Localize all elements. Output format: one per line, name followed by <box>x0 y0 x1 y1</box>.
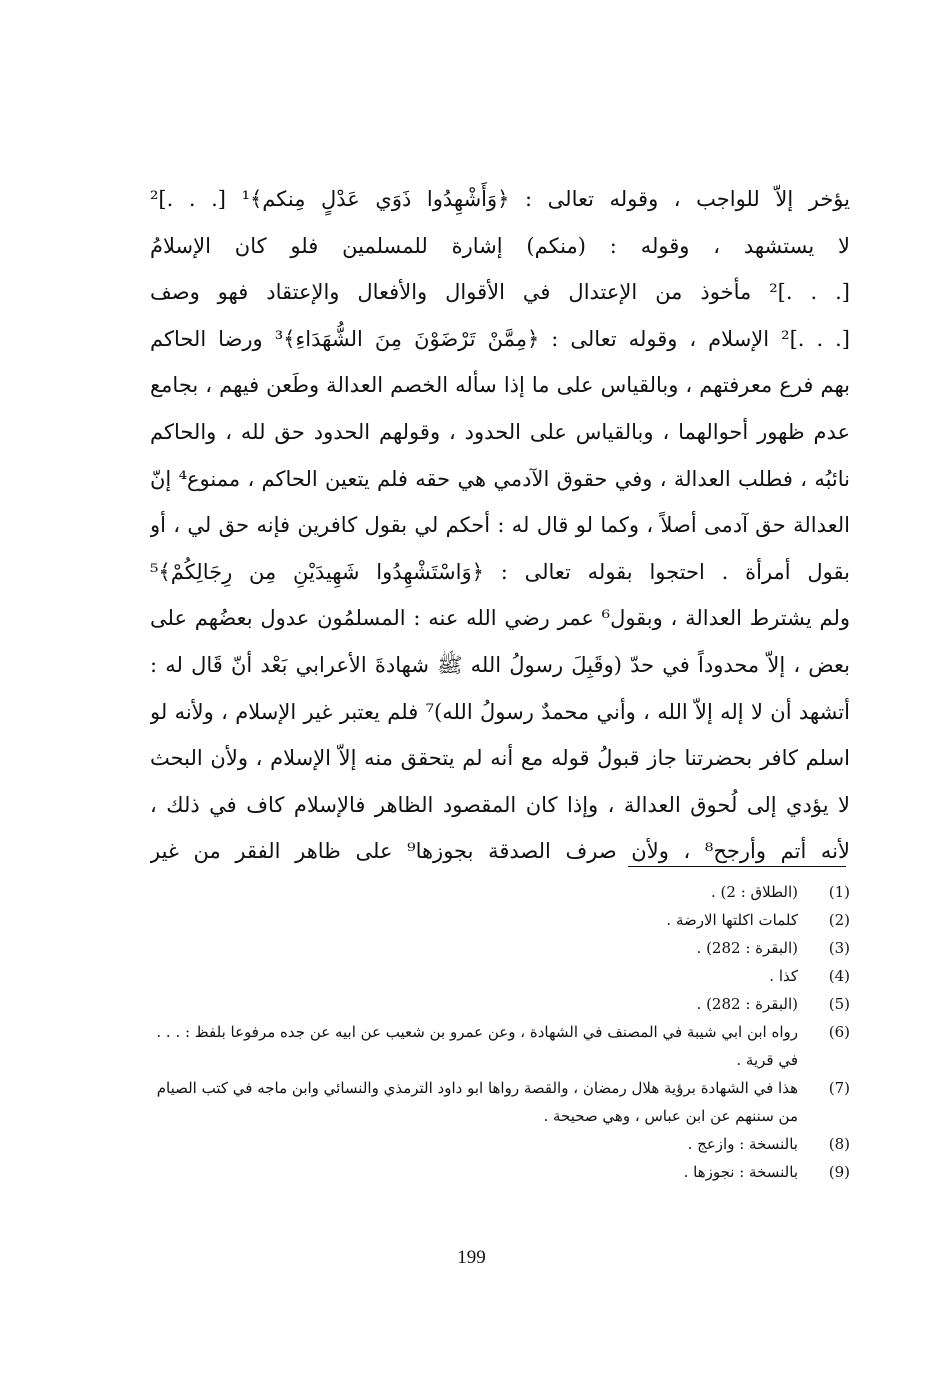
footnote-text: (البقرة : 282) . <box>696 995 798 1013</box>
text-line: لأنه أتم وأرجح⁸ ، ولأن صرف الصدقة بجوزها⁹ على ظاهر الفقر من غير <box>150 839 850 864</box>
footnote <box>150 934 850 962</box>
footnote-text: رواه ابن ابي شيبة في المصنف في الشهادة ، وعن عمرو بن شعيب عن ابيه عن جده مرفوعا بلفظ : . . . في قرية . <box>156 1023 798 1069</box>
text-line: [. . .]² الإسلام ، وقوله تعالى : ﴿مِمَّنْ تَرْضَوْنَ مِنَ الشُّهَدَاءِ﴾³ ورضا الحاكم <box>150 326 850 351</box>
footnote-number: (6) <box>828 1023 850 1041</box>
footnote-number: (1) <box>828 883 850 901</box>
text-line: لا يستشهد ، وقوله : (منكم) إشارة للمسلمين فلو كان الإسلامُ <box>150 233 850 258</box>
footnote-number: (7) <box>828 1079 850 1097</box>
footnote-text: (البقرة : 282) . <box>696 939 798 957</box>
footnote-number: (2) <box>828 911 850 929</box>
main-text <box>150 176 850 875</box>
text-line: لا يؤدي إلى لُحوق العدالة ، وإذا كان المقصود الظاهر فالإسلام كاف في ذلك ، <box>150 792 850 817</box>
footnote-number: (5) <box>828 995 850 1013</box>
page-number: 199 <box>457 1247 486 1268</box>
footnote <box>150 1130 850 1158</box>
footnote <box>150 878 850 906</box>
text-line: بقول أمرأة . احتجوا بقوله تعالى : ﴿وَاسْتَشْهِدُوا شَهِيدَيْنِ مِن رِجَالِكُمْ﴾⁵ <box>150 559 850 584</box>
text-line: عدم ظهور أحوالهما ، وبالقياس على الحدود ، وقولهم الحدود حق لله ، والحاكم <box>150 419 850 444</box>
footnote <box>150 1074 850 1130</box>
text-line: نائبُه ، فطلب العدالة ، وفي حقوق الآدمي هي حقه فلم يتعين الحاكم ، ممنوع⁴ إنّ <box>150 466 850 491</box>
text-line: بهم فرع معرفتهم ، وبالقياس على ما إذا سأله الخصم العدالة وطَعن فيهم ، بجامع <box>150 373 850 398</box>
footnote <box>150 990 850 1018</box>
text-line: أتشهد أن لا إله إلاّ الله ، وأني محمدٌ رسولُ الله)⁷ فلم يعتبر غير الإسلام ، ولأنه لو <box>150 699 850 724</box>
footnote-text: كلمات اكلتها الارضة . <box>666 911 798 929</box>
text-line: العدالة حق آدمى أصلاً ، وكما لو قال له : أحكم لي بقول كافرين فإنه حق لي ، أو <box>150 513 850 538</box>
footnote-text: هذا في الشهادة برؤية هلال رمضان ، والقصة رواها ابو داود الترمذي والنسائي وابن ماجه في كتب الصيام من سننهم عن ابن عباس ، وهي صحيحة . <box>156 1079 798 1125</box>
text-line: ولم يشترط العدالة ، وبقول⁶ عمر رضي الله عنه : المسلمُون عدول بعضُهم على <box>150 606 850 631</box>
footnote-divider <box>628 866 846 867</box>
footnote-number: (4) <box>828 967 850 985</box>
footnote <box>150 906 850 934</box>
footnote-text: بالنسخة : وازعج . <box>687 1135 798 1153</box>
footnote-number: (8) <box>828 1135 850 1153</box>
footnote-number: (3) <box>828 939 850 957</box>
footnote-text: كذا . <box>769 967 798 985</box>
footnotes <box>150 878 850 1186</box>
text-line: اسلم كافر بحضرتنا جاز قبولُ قوله مع أنه لم يتحقق منه إلاّ الإسلام ، ولأن البحث <box>150 746 850 771</box>
footnote-text: بالنسخة : نجوزها . <box>683 1163 798 1181</box>
footnote-number: (9) <box>828 1163 850 1181</box>
footnote <box>150 1158 850 1186</box>
footnote <box>150 962 850 990</box>
footnote-text: (الطلاق : 2) . <box>710 883 798 901</box>
text-line: [. . .]² مأخوذ من الإعتدال في الأقوال والأفعال والإعتقاد فهو وصف <box>150 280 850 305</box>
text-line: يؤخر إلاّ للواجب ، وقوله تعالى : ﴿وَأَشْهِدُوا ذَوَي عَدْلٍ مِنكم﴾¹ [. . .]² <box>150 187 850 211</box>
footnote <box>150 1018 850 1074</box>
text-line: بعض ، إلاّ محدوداً في حدّ (وقَبِلَ رسولُ الله ﷺ شهادةَ الأعرابي بَعْد أنّ قَال له : <box>150 652 850 677</box>
